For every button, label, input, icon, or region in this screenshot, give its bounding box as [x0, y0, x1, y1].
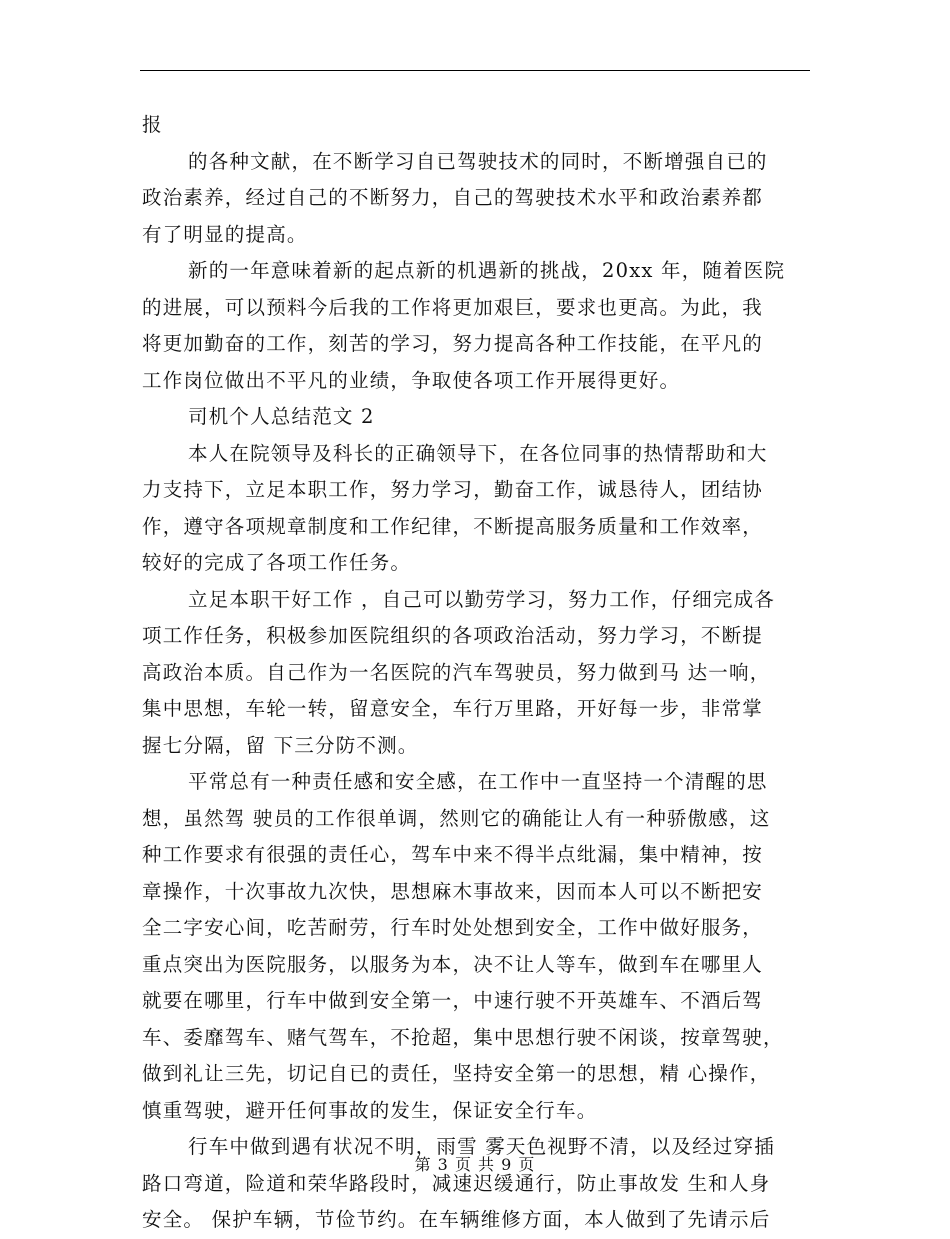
text-line: 作，遵守各项规章制度和工作纪律，不断提高服务质量和工作效率， — [142, 514, 764, 538]
text-line: 本人在院领导及科长的正确领导下，在各位同事的热情帮助和大 — [188, 441, 768, 465]
body-text — [142, 107, 806, 1239]
text-line: 项工作任务，积极参加医院组织的各项政治活动，努力学习，不断提 — [142, 624, 764, 647]
text-line: 司机个人总结范文 2 — [188, 405, 375, 428]
text-line: 力支持下，立足本职工作，努力学习，勤奋工作，诚恳待人，团结协 — [142, 478, 764, 501]
text-line: 立足本职干好工作 ，自己可以勤劳学习，努力工作，仔细完成各 — [188, 587, 775, 611]
text-line: 的各种文献，在不断学习自已驾驶技术的同时，不断增强自已的 — [188, 149, 768, 173]
text-line: 就要在哪里，行车中做到安全第一，中速行驶不开英雄车、不酒后驾 — [142, 989, 764, 1012]
text-line: 种工作要求有很强的责任心，驾车中来不得半点纰漏，集中精神，按 — [142, 843, 764, 866]
text-line: 集中思想，车轮一转，留意安全，车行万里路，开好每一步，非常掌 — [142, 697, 764, 720]
text-line: 新的一年意味着新的起点新的机遇新的挑战，20xx 年，随着医院 — [188, 259, 786, 282]
text-line: 平常总有一种责任感和安全感，在工作中一直坚持一个清醒的思 — [188, 770, 768, 793]
text-line: 握七分隔，留 下三分防不测。 — [142, 733, 419, 757]
text-line: 安全。 保护车辆，节俭节约。在车辆维修方面，本人做到了先请示后 — [142, 1208, 771, 1231]
page-footer: 第 3 页 共 9 页 — [414, 1155, 536, 1174]
text-line: 较好的完成了各项工作任务。 — [142, 551, 412, 574]
text-line: 报 — [142, 113, 163, 136]
text-line: 的进展，可以预料今后我的工作将更加艰巨，要求也更高。为此，我 — [142, 295, 764, 319]
text-line: 做到礼让三先，切记自已的责任，坚持安全第一的思想，精 心操作， — [142, 1062, 771, 1085]
text-line: 车、委靡驾车、赌气驾车，不抢超，集中思想行驶不闲谈，按章驾驶， — [142, 1025, 784, 1049]
text-line: 全二字安心间，吃苦耐劳，行车时处处想到安全，工作中做好服务， — [142, 916, 764, 939]
text-line: 路口弯道，险道和荣华路段时，减速迟缓通行，防止事故发 生和人身 — [142, 1171, 771, 1195]
text-line: 行车中做到遇有状况不明，雨雪 雾天色视野不清，以及经过穿插 — [188, 1135, 775, 1158]
text-line: 有了明显的提高。 — [142, 222, 308, 246]
header-rule — [140, 70, 810, 71]
text-line: 章操作，十次事故九次快，思想麻木事故来，因而本人可以不断把安 — [142, 879, 764, 903]
text-line: 工作岗位做出不平凡的业绩，争取使各项工作开展得更好。 — [142, 368, 681, 392]
text-line: 政治素养，经过自己的不断努力，自己的驾驶技术水平和政治素养都 — [142, 186, 764, 209]
text-line: 重点突出为医院服务，以服务为本，决不让人等车，做到车在哪里人 — [142, 952, 764, 976]
text-line: 想，虽然驾 驶员的工作很单调，然则它的确能让人有一种骄傲感，这 — [142, 806, 771, 830]
text-line: 将更加勤奋的工作，刻苦的学习，努力提高各种工作技能，在平凡的 — [142, 332, 764, 355]
text-line: 慎重驾驶，避开任何事故的发生，保证安全行车。 — [142, 1098, 598, 1122]
text-line: 高政治本质。自己作为一名医院的汽车驾驶员，努力做到马 达一响， — [142, 660, 771, 684]
